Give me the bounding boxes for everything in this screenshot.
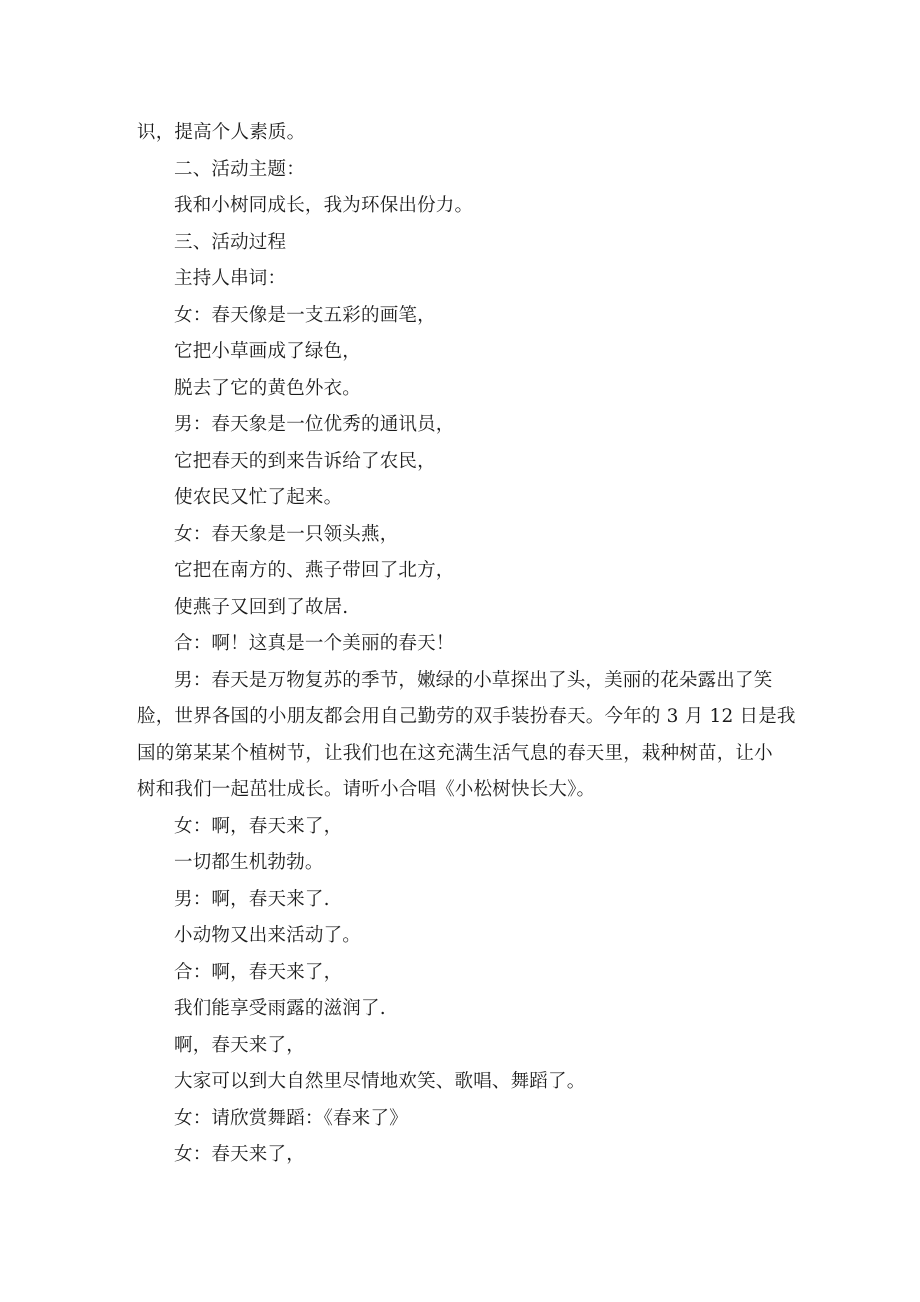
text-line: 脱去了它的黄色外衣。 <box>174 377 362 399</box>
text-line: 小动物又出来活动了。 <box>174 925 362 946</box>
text-line: 合：啊！这真是一个美丽的春天！ <box>174 633 455 654</box>
text-line: 它把小草画成了绿色， <box>174 341 362 362</box>
text-line: 啊，春天来了， <box>174 1034 305 1056</box>
text-line: 女：春天来了， <box>174 1144 305 1165</box>
text-line: 使农民又忙了起来。 <box>174 487 343 508</box>
text-line: 女：请欣赏舞蹈：《春来了》 <box>174 1107 408 1129</box>
paragraph <box>137 663 796 809</box>
text-line: 男：啊，春天来了. <box>174 888 330 910</box>
text-line: 我和小树同成长，我为环保出份力。 <box>174 195 474 216</box>
text-line: 一切都生机勃勃。 <box>174 852 324 873</box>
text-line: 它把在南方的、燕子带回了北方， <box>174 560 455 581</box>
text-line: 它把春天的到来告诉给了农民， <box>174 450 436 472</box>
text-line: 我们能享受雨露的滋润了. <box>174 998 386 1019</box>
text-line: 使燕子又回到了故居. <box>174 596 349 618</box>
text-line: 合：啊，春天来了， <box>174 961 343 983</box>
section-heading-theme: 二、活动主题： <box>174 158 305 180</box>
text-line: 主持人串词： <box>174 268 287 289</box>
paragraph-line: 男：春天是万物复苏的季节，嫩绿的小草探出了头，美丽的花朵露出了笑 <box>174 669 773 691</box>
paragraph-line: 国的第某某个植树节，让我们也在这充满生活气息的春天里，栽种树苗，让小 <box>137 742 773 764</box>
text-line: 女：春天象是一只领头燕， <box>174 523 399 545</box>
document-body <box>137 115 796 1174</box>
text-line: 男：春天象是一位优秀的通讯员， <box>174 414 455 435</box>
section-heading-process: 三、活动过程 <box>174 231 287 253</box>
text-line: 女：啊，春天来了， <box>174 815 343 837</box>
text-line: 大家可以到大自然里尽情地欢笑、歌唱、舞蹈了。 <box>174 1071 586 1092</box>
paragraph-line: 脸，世界各国的小朋友都会用自己勤劳的双手装扮春天。今年的 3 月 12 日是我 <box>137 706 796 727</box>
text-line: 识，提高个人素质。 <box>137 122 306 143</box>
paragraph-line: 树和我们一起茁壮成长。请听小合唱《小松树快长大》。 <box>137 779 596 800</box>
text-line: 女：春天像是一支五彩的画笔， <box>174 304 436 326</box>
